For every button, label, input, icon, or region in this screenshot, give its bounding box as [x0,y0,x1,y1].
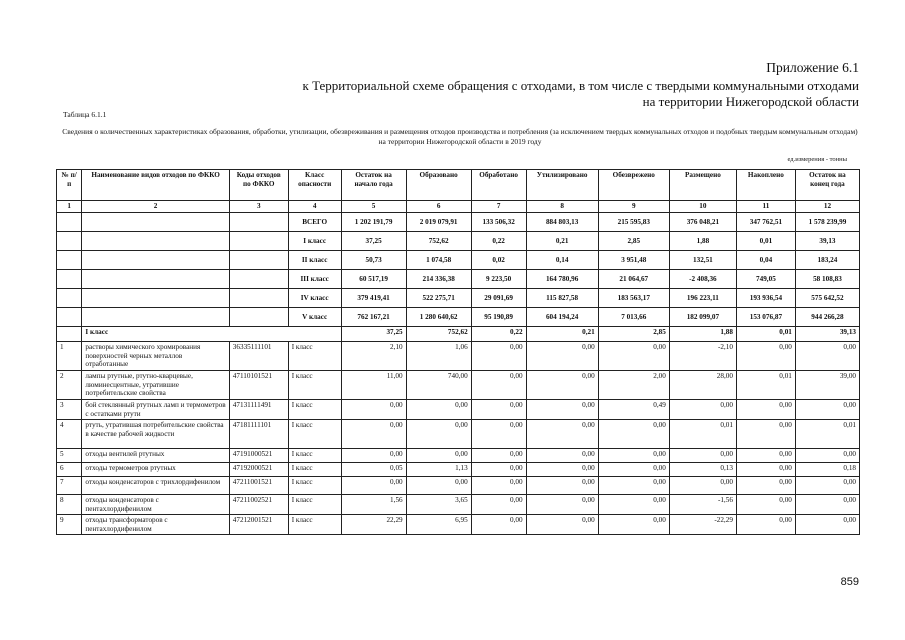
fkko-code: 47191000521 [229,449,288,463]
class-value: 0,22 [471,327,526,342]
value-cell: 1,06 [406,342,471,371]
waste-name: лампы ртутные, ртутно-кварцевые, люминесцентные, утратившие потребительские свойства [82,371,229,400]
value-cell: 0,00 [526,371,598,400]
column-header: Остаток на начало года [341,170,406,201]
summary-value: 50,73 [341,251,406,270]
summary-value: 39,13 [795,232,859,251]
row-number: 9 [57,515,82,535]
value-cell: 0,00 [526,495,598,515]
summary-value: 182 099,07 [669,308,736,327]
value-cell: 0,00 [471,515,526,535]
table-row [57,477,860,495]
summary-value: 95 190,89 [471,308,526,327]
column-header: Обезврежено [598,170,669,201]
summary-value: 183,24 [795,251,859,270]
waste-name: отходы конденсаторов с пентахлордифенилом [82,495,229,515]
summary-value: 115 827,58 [526,289,598,308]
column-number: 3 [229,201,288,213]
page-number: 859 [840,576,859,588]
fkko-code: 47211002521 [229,495,288,515]
summary-label: I класс [288,232,341,251]
column-number: 5 [341,201,406,213]
value-cell: 0,00 [736,463,795,477]
summary-label: IV класс [288,289,341,308]
value-cell: 0,00 [526,515,598,535]
empty-cell [57,251,82,270]
column-number: 12 [795,201,859,213]
row-number: 4 [57,420,82,449]
column-number: 1 [57,201,82,213]
value-cell: 0,00 [598,495,669,515]
hazard-class: I класс [288,463,341,477]
summary-value: 379 419,41 [341,289,406,308]
summary-row [57,308,860,327]
table-row [57,463,860,477]
value-cell: 0,00 [795,400,859,420]
empty-cell [229,232,288,251]
summary-value: 0,14 [526,251,598,270]
value-cell: 0,00 [795,449,859,463]
summary-value: 37,25 [341,232,406,251]
summary-value: 153 076,87 [736,308,795,327]
summary-value: 752,62 [406,232,471,251]
class-value: 1,88 [669,327,736,342]
row-number: 2 [57,371,82,400]
empty-cell [82,308,229,327]
summary-value: 214 336,38 [406,270,471,289]
summary-value: 522 275,71 [406,289,471,308]
summary-value: 0,02 [471,251,526,270]
fkko-code: 47131111491 [229,400,288,420]
column-number: 11 [736,201,795,213]
value-cell: 0,00 [598,477,669,495]
unit-label: ед.измерения - тонны [787,156,847,163]
value-cell: 0,00 [795,515,859,535]
column-header: Остаток на конец года [795,170,859,201]
row-number: 1 [57,342,82,371]
summary-value: 0,21 [526,232,598,251]
table-row [57,400,860,420]
value-cell: 0,00 [471,463,526,477]
empty-cell [82,251,229,270]
summary-value: 21 064,67 [598,270,669,289]
empty-cell [229,308,288,327]
empty-cell [57,289,82,308]
row-number: 5 [57,449,82,463]
value-cell: 0,18 [795,463,859,477]
value-cell: -22,29 [669,515,736,535]
summary-row [57,270,860,289]
value-cell: 0,00 [406,449,471,463]
value-cell: 0,00 [526,477,598,495]
value-cell: 0,00 [669,400,736,420]
column-number: 7 [471,201,526,213]
row-number: 6 [57,463,82,477]
value-cell: 0,00 [598,449,669,463]
column-number: 2 [82,201,229,213]
summary-value: 0,04 [736,251,795,270]
hazard-class: I класс [288,342,341,371]
value-cell: 0,13 [669,463,736,477]
summary-value: 164 780,96 [526,270,598,289]
table-header-row [57,170,860,201]
value-cell: 0,00 [526,342,598,371]
waste-name: растворы химического хромирования поверхностей черных металлов отработанные [82,342,229,371]
summary-value: 944 266,28 [795,308,859,327]
empty-cell [229,270,288,289]
fkko-code: 47192000521 [229,463,288,477]
table-row [57,420,860,449]
summary-label: V класс [288,308,341,327]
table-row [57,515,860,535]
summary-value: 575 642,52 [795,289,859,308]
value-cell: 0,00 [471,342,526,371]
summary-value: 29 091,69 [471,289,526,308]
summary-value: 1 280 640,62 [406,308,471,327]
class-value: 752,62 [406,327,471,342]
value-cell: 0,00 [736,420,795,449]
value-cell: 0,00 [598,515,669,535]
value-cell: 28,00 [669,371,736,400]
summary-value: 60 517,19 [341,270,406,289]
value-cell: 1,56 [341,495,406,515]
value-cell: 0,00 [471,449,526,463]
value-cell: 2,00 [598,371,669,400]
value-cell: 740,00 [406,371,471,400]
summary-row [57,232,860,251]
summary-value: 376 048,21 [669,213,736,232]
class-value: 39,13 [795,327,859,342]
summary-value: 9 223,50 [471,270,526,289]
summary-value: 3 951,48 [598,251,669,270]
value-cell: 0,00 [471,420,526,449]
summary-value: 1 202 191,79 [341,213,406,232]
value-cell: 0,49 [598,400,669,420]
value-cell: 0,00 [471,477,526,495]
value-cell: 0,00 [526,400,598,420]
value-cell: 0,00 [471,400,526,420]
summary-value: 1 074,58 [406,251,471,270]
value-cell: 0,01 [669,420,736,449]
column-number: 4 [288,201,341,213]
hazard-class: I класс [288,477,341,495]
value-cell: 0,00 [669,477,736,495]
fkko-code: 47110101521 [229,371,288,400]
class-value: 2,85 [598,327,669,342]
summary-value: 884 803,13 [526,213,598,232]
summary-value: 749,05 [736,270,795,289]
waste-name: ртуть, утратившая потребительские свойства в качестве рабочей жидкости [82,420,229,449]
class-subtotal-row [57,327,860,342]
hazard-class: I класс [288,495,341,515]
waste-name: отходы термометров ртутных [82,463,229,477]
class-label: I класс [82,327,341,342]
value-cell: 2,10 [341,342,406,371]
summary-row [57,251,860,270]
column-header: Образовано [406,170,471,201]
value-cell: 0,00 [736,400,795,420]
fkko-code: 47211001521 [229,477,288,495]
hazard-class: I класс [288,449,341,463]
fkko-code: 36335111101 [229,342,288,371]
value-cell: 0,00 [406,400,471,420]
value-cell: 0,00 [598,420,669,449]
value-cell: 6,95 [406,515,471,535]
column-header: Утилизировано [526,170,598,201]
empty-cell [82,289,229,308]
summary-label: III класс [288,270,341,289]
hazard-class: I класс [288,515,341,535]
summary-value: 196 223,11 [669,289,736,308]
empty-cell [57,327,82,342]
appendix-subtitle-1: к Территориальной схеме обращения с отходами, в том числе с твердыми коммунальными отходами [302,78,859,93]
value-cell: 39,00 [795,371,859,400]
value-cell: 3,65 [406,495,471,515]
summary-value: 133 506,32 [471,213,526,232]
empty-cell [229,213,288,232]
empty-cell [229,289,288,308]
empty-cell [57,213,82,232]
value-cell: 0,00 [471,371,526,400]
column-header: Накоплено [736,170,795,201]
summary-value: -2 408,36 [669,270,736,289]
value-cell: 0,00 [736,495,795,515]
column-number: 10 [669,201,736,213]
value-cell: 0,00 [736,449,795,463]
value-cell: 0,00 [406,477,471,495]
value-cell: 22,29 [341,515,406,535]
value-cell: 0,00 [736,342,795,371]
hazard-class: I класс [288,371,341,400]
summary-value: 0,01 [736,232,795,251]
value-cell: -1,56 [669,495,736,515]
value-cell: 0,00 [526,449,598,463]
summary-value: 762 167,21 [341,308,406,327]
value-cell: 0,00 [795,495,859,515]
column-number-row [57,201,860,213]
summary-value: 1 578 239,99 [795,213,859,232]
column-header: Класс опасности [288,170,341,201]
summary-value: 2,85 [598,232,669,251]
summary-row [57,289,860,308]
fkko-code: 47181111101 [229,420,288,449]
value-cell: 0,00 [598,342,669,371]
appendix-title: Приложение 6.1 [766,60,859,75]
summary-label: ВСЕГО [288,213,341,232]
value-cell: 0,01 [795,420,859,449]
table-row [57,495,860,515]
value-cell: 0,00 [736,477,795,495]
waste-name: отходы трансформаторов с пентахлордифенилом [82,515,229,535]
value-cell: -2,10 [669,342,736,371]
row-number: 3 [57,400,82,420]
summary-value: 183 563,17 [598,289,669,308]
class-value: 0,01 [736,327,795,342]
column-number: 6 [406,201,471,213]
summary-value: 1,88 [669,232,736,251]
value-cell: 0,00 [341,449,406,463]
value-cell: 1,13 [406,463,471,477]
column-number: 9 [598,201,669,213]
summary-value: 7 013,66 [598,308,669,327]
waste-table [56,169,860,535]
row-number: 7 [57,477,82,495]
waste-name: отходы вентилей ртутных [82,449,229,463]
appendix-subtitle-2: на территории Нижегородской области [642,94,859,109]
empty-cell [82,213,229,232]
summary-value: 604 194,24 [526,308,598,327]
column-header: Размещено [669,170,736,201]
hazard-class: I класс [288,400,341,420]
value-cell: 0,00 [526,463,598,477]
summary-value: 58 108,83 [795,270,859,289]
waste-name: отходы конденсаторов с трихлордифенилом [82,477,229,495]
value-cell: 0,00 [526,420,598,449]
value-cell: 0,05 [341,463,406,477]
empty-cell [57,270,82,289]
value-cell: 0,01 [736,371,795,400]
empty-cell [229,251,288,270]
empty-cell [82,270,229,289]
class-value: 0,21 [526,327,598,342]
summary-value: 0,22 [471,232,526,251]
value-cell: 0,00 [406,420,471,449]
column-number: 8 [526,201,598,213]
table-number: Таблица 6.1.1 [63,110,107,119]
column-header: Коды отходов по ФККО [229,170,288,201]
fkko-code: 47212001521 [229,515,288,535]
value-cell: 0,00 [341,477,406,495]
table-description: Сведения о количественных характеристиках образования, обработки, утилизации, обезвреживания и размещения отходов производства и потребления (за исключением твердых коммунальных отходов и подобных твердым коммунальным отходам) на территории Нижегородской области в 2019 году [62,127,858,146]
summary-value: 347 762,51 [736,213,795,232]
column-header: Наименование видов отходов по ФККО [82,170,229,201]
summary-value: 2 019 079,91 [406,213,471,232]
value-cell: 0,00 [795,342,859,371]
hazard-class: I класс [288,420,341,449]
empty-cell [57,232,82,251]
value-cell: 0,00 [341,420,406,449]
value-cell: 0,00 [471,495,526,515]
value-cell: 0,00 [341,400,406,420]
table-row [57,449,860,463]
value-cell: 0,00 [736,515,795,535]
waste-name: бой стеклянный ртутных ламп и термометров с остатками ртути [82,400,229,420]
row-number: 8 [57,495,82,515]
column-header: № п/п [57,170,82,201]
value-cell: 0,00 [669,449,736,463]
summary-value: 193 936,54 [736,289,795,308]
value-cell: 0,00 [598,463,669,477]
empty-cell [57,308,82,327]
summary-label: II класс [288,251,341,270]
value-cell: 0,00 [795,477,859,495]
summary-value: 132,51 [669,251,736,270]
class-value: 37,25 [341,327,406,342]
summary-row [57,213,860,232]
summary-value: 215 595,83 [598,213,669,232]
value-cell: 11,00 [341,371,406,400]
empty-cell [82,232,229,251]
table-row [57,371,860,400]
table-row [57,342,860,371]
column-header: Обработано [471,170,526,201]
